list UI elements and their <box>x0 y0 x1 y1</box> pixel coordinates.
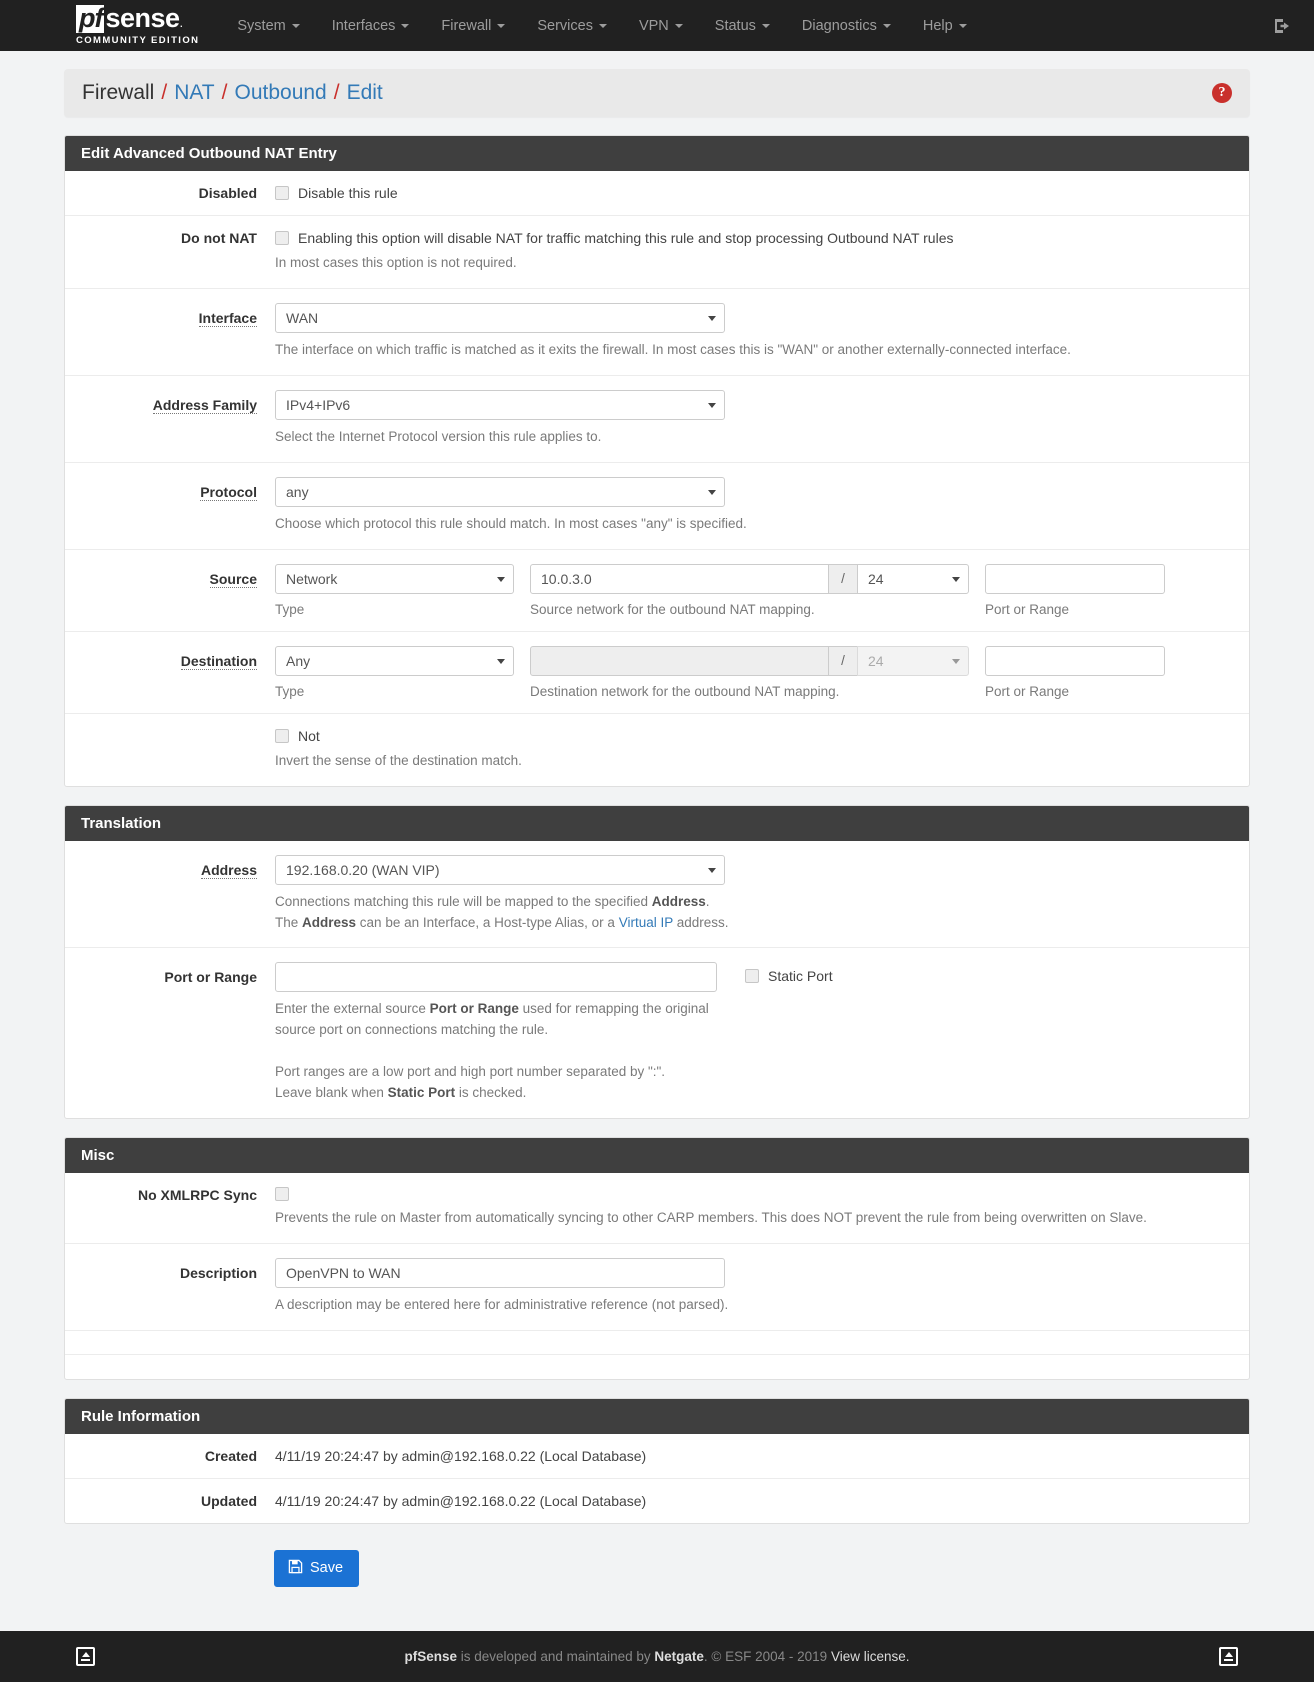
eject-bar <box>1224 1659 1233 1661</box>
destination-type-col <box>275 646 530 699</box>
brand-subtitle: COMMUNITY EDITION <box>76 35 200 47</box>
help-text: is checked. <box>455 1085 527 1101</box>
help-no-xmlrpc-sync: Prevents the rule on Master from automatically syncing to other CARP members. This does NOT prevent the rule from being overwritten on Slave. <box>275 1210 1147 1226</box>
source-row <box>275 564 1231 617</box>
label-protocol <box>65 477 275 500</box>
panel-body-misc <box>65 1173 1249 1379</box>
label-source <box>65 564 275 587</box>
destination-row <box>275 646 1231 699</box>
select-source-type[interactable] <box>275 564 514 594</box>
source-port-input[interactable] <box>985 564 1165 594</box>
help-interface: The interface on which traffic is matched as it exits the firewall. In most cases this is "WAN" or another externally-connected interface. <box>275 341 1071 357</box>
nav-item-services-label: Services <box>537 17 593 34</box>
footer-text-1: is developed and maintained by <box>457 1648 655 1664</box>
select-wrap-source-type[interactable] <box>275 564 514 594</box>
select-wrap-destination-cidr <box>857 646 969 676</box>
label-translation-address-text: Address <box>200 861 257 878</box>
checkbox-row-do-not-nat[interactable] <box>275 230 1231 246</box>
form-row-spacer-1 <box>65 1331 1249 1355</box>
checkbox-static-port[interactable] <box>745 969 759 983</box>
label-destination <box>65 646 275 669</box>
footer-text-2: . © ESF 2004 - 2019 <box>703 1648 831 1664</box>
help-description: A description may be entered here for administrative reference (not parsed). <box>275 1296 729 1312</box>
select-wrap-protocol[interactable] <box>275 477 725 507</box>
field-created <box>275 1448 1249 1464</box>
help-text: Connections matching this rule will be mapped to the specified <box>275 893 652 909</box>
nav-item-interfaces-label: Interfaces <box>331 17 396 34</box>
nav-item-system-label: System <box>237 17 286 34</box>
nav-menu <box>221 0 982 51</box>
help-translation-port-line4 <box>275 1083 717 1104</box>
panel-body-edit-nat-entry <box>65 171 1249 786</box>
field-source <box>275 564 1249 617</box>
chevron-down-icon <box>762 24 770 28</box>
chevron-down-icon <box>599 24 607 28</box>
nav-item-firewall-label: Firewall <box>441 17 492 34</box>
save-button[interactable] <box>274 1550 359 1587</box>
form-row-interface <box>65 289 1249 376</box>
source-type-col <box>275 564 530 617</box>
destination-network-input-group <box>530 646 969 676</box>
select-address-family[interactable] <box>275 390 725 420</box>
caption-source-network: Source network for the outbound NAT mapping. <box>530 601 815 617</box>
select-wrap-translation-address[interactable] <box>275 855 725 885</box>
select-translation-address[interactable] <box>275 855 725 885</box>
label-translation-address <box>65 855 275 878</box>
select-wrap-interface[interactable] <box>275 303 725 333</box>
panel-edit-nat-entry <box>64 135 1250 787</box>
checkbox-row-static-port[interactable] <box>745 968 833 984</box>
footer-netgate: Netgate <box>654 1648 704 1664</box>
select-destination-type[interactable] <box>275 646 514 676</box>
nav-item-status[interactable] <box>699 0 786 51</box>
form-row-spacer-2 <box>65 1355 1249 1379</box>
label-disabled: Disabled <box>198 185 257 201</box>
help-translation-port-line2: source port on connections matching the rule. <box>275 1022 549 1038</box>
caption-destination-port: Port or Range <box>985 683 1070 699</box>
nav-item-services[interactable] <box>521 0 623 51</box>
save-button-label: Save <box>310 1560 344 1577</box>
label-updated: Updated <box>201 1492 257 1509</box>
destination-network-col <box>530 646 985 699</box>
panel-translation <box>64 805 1250 1119</box>
translation-port-left <box>275 962 745 1104</box>
panel-body-rule-information <box>65 1434 1249 1523</box>
help-text: used for remapping the original <box>518 1001 709 1017</box>
panel-body-translation <box>65 841 1249 1118</box>
checkbox-row-no-xmlrpc-sync[interactable] <box>275 1187 1231 1201</box>
form-row-no-xmlrpc-sync <box>65 1173 1249 1244</box>
breadcrumb-link-edit[interactable]: Edit <box>346 81 383 104</box>
eject-glyph <box>81 1652 90 1661</box>
eject-glyph <box>1224 1652 1233 1661</box>
label-address-family-text: Address Family <box>152 396 257 413</box>
triangle-up-icon <box>82 1652 90 1657</box>
help-translation-port-spacer <box>275 1041 717 1062</box>
page-container <box>0 69 1314 1587</box>
navbar-right-actions <box>1272 0 1292 51</box>
caption-source-type: Type <box>275 601 305 617</box>
caption-source-port: Port or Range <box>985 601 1070 617</box>
panel-rule-information <box>64 1398 1250 1524</box>
nav-item-system[interactable] <box>221 0 315 51</box>
field-translation-address <box>275 855 1249 934</box>
label-source-text: Source <box>209 570 257 587</box>
caption-destination-type: Type <box>275 683 305 699</box>
destination-port-input[interactable] <box>985 646 1165 676</box>
panel-title-translation: Translation <box>65 806 1249 841</box>
breadcrumb-link-outbound[interactable]: Outbound <box>234 81 327 104</box>
help-text: . <box>705 893 710 909</box>
help-translation-port <box>275 999 717 1104</box>
help-text: Leave blank when <box>275 1085 388 1101</box>
page-footer <box>0 1631 1314 1682</box>
slash-addon: / <box>829 564 857 594</box>
help-address-family: Select the Internet Protocol version this rule applies to. <box>275 428 602 444</box>
help-text: address. <box>673 914 729 930</box>
sign-out-icon[interactable] <box>1272 16 1292 36</box>
chevron-down-icon <box>497 24 505 28</box>
select-protocol[interactable] <box>275 477 725 507</box>
breadcrumb <box>64 69 1250 117</box>
select-wrap-address-family[interactable] <box>275 390 725 420</box>
field-interface <box>275 303 1249 361</box>
form-row-do-not-nat <box>65 216 1249 289</box>
label-do-not-nat: Do not NAT <box>181 230 257 246</box>
nav-item-help[interactable] <box>907 0 983 51</box>
label-no-xmlrpc-sync: No XMLRPC Sync <box>137 1187 257 1204</box>
help-translation-port-line1 <box>275 999 717 1020</box>
label-interface <box>65 303 275 326</box>
checkbox-not[interactable] <box>275 729 289 743</box>
value-created: 4/11/19 20:24:47 by admin@192.168.0.22 (Local Database) <box>275 1447 647 1464</box>
pfsense-logo[interactable] <box>76 2 200 47</box>
eject-box-icon-right[interactable] <box>1219 1647 1238 1666</box>
nav-item-firewall[interactable] <box>425 0 521 51</box>
checkbox-row-not[interactable] <box>275 728 1231 744</box>
source-address-input[interactable] <box>530 564 829 594</box>
slash-addon: / <box>829 646 857 676</box>
floppy-save-icon <box>288 1559 310 1578</box>
breadcrumb-link-nat[interactable]: NAT <box>174 81 215 104</box>
select-interface[interactable] <box>275 303 725 333</box>
label-description: Description <box>179 1264 257 1281</box>
view-license-link[interactable]: View license. <box>830 1648 910 1664</box>
translation-port-input[interactable] <box>275 962 717 992</box>
checkbox-label-disable-rule: Disable this rule <box>298 185 398 201</box>
chevron-down-icon <box>292 24 300 28</box>
form-row-disabled <box>65 171 1249 216</box>
eject-box-icon-left[interactable] <box>76 1647 95 1666</box>
nav-item-diagnostics-label: Diagnostics <box>801 17 877 34</box>
help-text: The <box>275 914 303 930</box>
description-input[interactable] <box>275 1258 725 1288</box>
help-text-bold: Address <box>651 893 706 909</box>
form-row-protocol <box>65 463 1249 550</box>
label-address-family <box>65 390 275 413</box>
form-row-not <box>65 714 1249 786</box>
checkbox-disable-rule[interactable] <box>275 186 289 200</box>
nav-item-diagnostics[interactable] <box>786 0 907 51</box>
chevron-down-icon <box>675 24 683 28</box>
field-address-family <box>275 390 1249 448</box>
panel-misc <box>64 1137 1250 1380</box>
brand-dot: . <box>179 14 184 30</box>
checkbox-label-do-not-nat: Enabling this option will disable NAT for traffic matching this rule and stop processing Outbound NAT rules <box>298 230 954 246</box>
nav-item-status-label: Status <box>714 17 756 34</box>
form-row-address-family <box>65 376 1249 463</box>
translation-port-row <box>275 962 1231 1104</box>
field-not <box>275 728 1249 772</box>
breadcrumb-separator: / <box>221 81 228 104</box>
help-translation-port-line3: Port ranges are a low port and high port number separated by ":". <box>275 1064 666 1080</box>
source-port-col <box>985 564 1165 617</box>
field-protocol <box>275 477 1249 535</box>
brand-logo-wordmark <box>76 2 199 34</box>
nav-item-vpn-label: VPN <box>638 17 669 34</box>
help-text: Enter the external source <box>275 1001 430 1017</box>
translation-port-right <box>745 962 833 984</box>
checkbox-label-not: Not <box>298 727 320 744</box>
select-source-cidr[interactable] <box>857 564 969 594</box>
label-translation-port: Port or Range <box>164 969 257 986</box>
field-disabled <box>275 185 1249 201</box>
footer-text <box>95 1649 1219 1664</box>
label-destination-text: Destination <box>180 652 257 669</box>
value-updated: 4/11/19 20:24:47 by admin@192.168.0.22 (Local Database) <box>275 1492 647 1509</box>
form-row-created <box>65 1434 1249 1479</box>
form-row-destination <box>65 632 1249 714</box>
field-no-xmlrpc-sync <box>275 1187 1249 1229</box>
nav-item-help-label: Help <box>922 17 953 34</box>
breadcrumb-separator: / <box>333 81 340 104</box>
select-destination-cidr <box>857 646 969 676</box>
help-do-not-nat: In most cases this option is not required. <box>275 255 517 270</box>
breadcrumb-separator: / <box>161 81 168 104</box>
chevron-down-icon <box>401 24 409 28</box>
help-protocol: Choose which protocol this rule should match. In most cases "any" is specified. <box>275 515 747 531</box>
nav-item-interfaces[interactable] <box>316 0 426 51</box>
field-destination <box>275 646 1249 699</box>
destination-port-col <box>985 646 1165 699</box>
label-interface-text: Interface <box>198 309 257 326</box>
help-text-bold: Static Port <box>387 1085 456 1101</box>
help-not: Invert the sense of the destination match. <box>275 752 522 768</box>
form-row-translation-port <box>65 948 1249 1118</box>
source-network-col <box>530 564 985 617</box>
label-protocol-text: Protocol <box>200 483 257 500</box>
label-created: Created <box>204 1447 257 1464</box>
form-actions <box>64 1524 1250 1587</box>
checkbox-label-static-port: Static Port <box>768 968 833 985</box>
chevron-down-icon <box>959 24 967 28</box>
help-text-bold: Address <box>302 914 357 930</box>
brand-pf-text: pf <box>76 5 104 34</box>
help-translation-address-line2 <box>275 913 1231 934</box>
destination-address-input <box>530 646 829 676</box>
brand-sense-text: sense <box>105 2 180 33</box>
top-navbar <box>0 0 1314 51</box>
caption-destination-network: Destination network for the outbound NAT mapping. <box>530 683 840 699</box>
eject-bar <box>81 1659 90 1661</box>
field-do-not-nat <box>275 230 1249 274</box>
source-network-input-group <box>530 564 969 594</box>
field-translation-port <box>275 962 1249 1104</box>
virtual-ip-link[interactable]: Virtual IP <box>618 914 673 930</box>
help-translation-address <box>275 892 1231 934</box>
footer-brand: pfSense <box>404 1648 458 1664</box>
field-updated <box>275 1493 1249 1509</box>
form-row-updated <box>65 1479 1249 1523</box>
field-description <box>275 1258 1249 1316</box>
form-row-translation-address <box>65 841 1249 949</box>
select-wrap-source-cidr[interactable] <box>857 564 969 594</box>
nav-item-vpn[interactable] <box>623 0 699 51</box>
checkbox-no-xmlrpc-sync[interactable] <box>275 1187 289 1201</box>
form-row-source <box>65 550 1249 632</box>
help-text: can be an Interface, a Host-type Alias, or a <box>356 914 619 930</box>
form-row-description <box>65 1244 1249 1331</box>
question-circle-icon[interactable]: ? <box>1212 83 1232 103</box>
chevron-down-icon <box>883 24 891 28</box>
checkbox-row-disable-rule[interactable] <box>275 185 1231 201</box>
panel-title-edit-nat-entry: Edit Advanced Outbound NAT Entry <box>65 136 1249 171</box>
panel-title-misc: Misc <box>65 1138 1249 1173</box>
help-text-bold: Port or Range <box>429 1001 519 1017</box>
panel-title-rule-information: Rule Information <box>65 1399 1249 1434</box>
checkbox-do-not-nat[interactable] <box>275 231 289 245</box>
select-wrap-destination-type[interactable] <box>275 646 514 676</box>
triangle-up-icon <box>1225 1652 1233 1657</box>
breadcrumb-root: Firewall <box>82 81 155 104</box>
help-translation-address-line1 <box>275 892 1231 913</box>
